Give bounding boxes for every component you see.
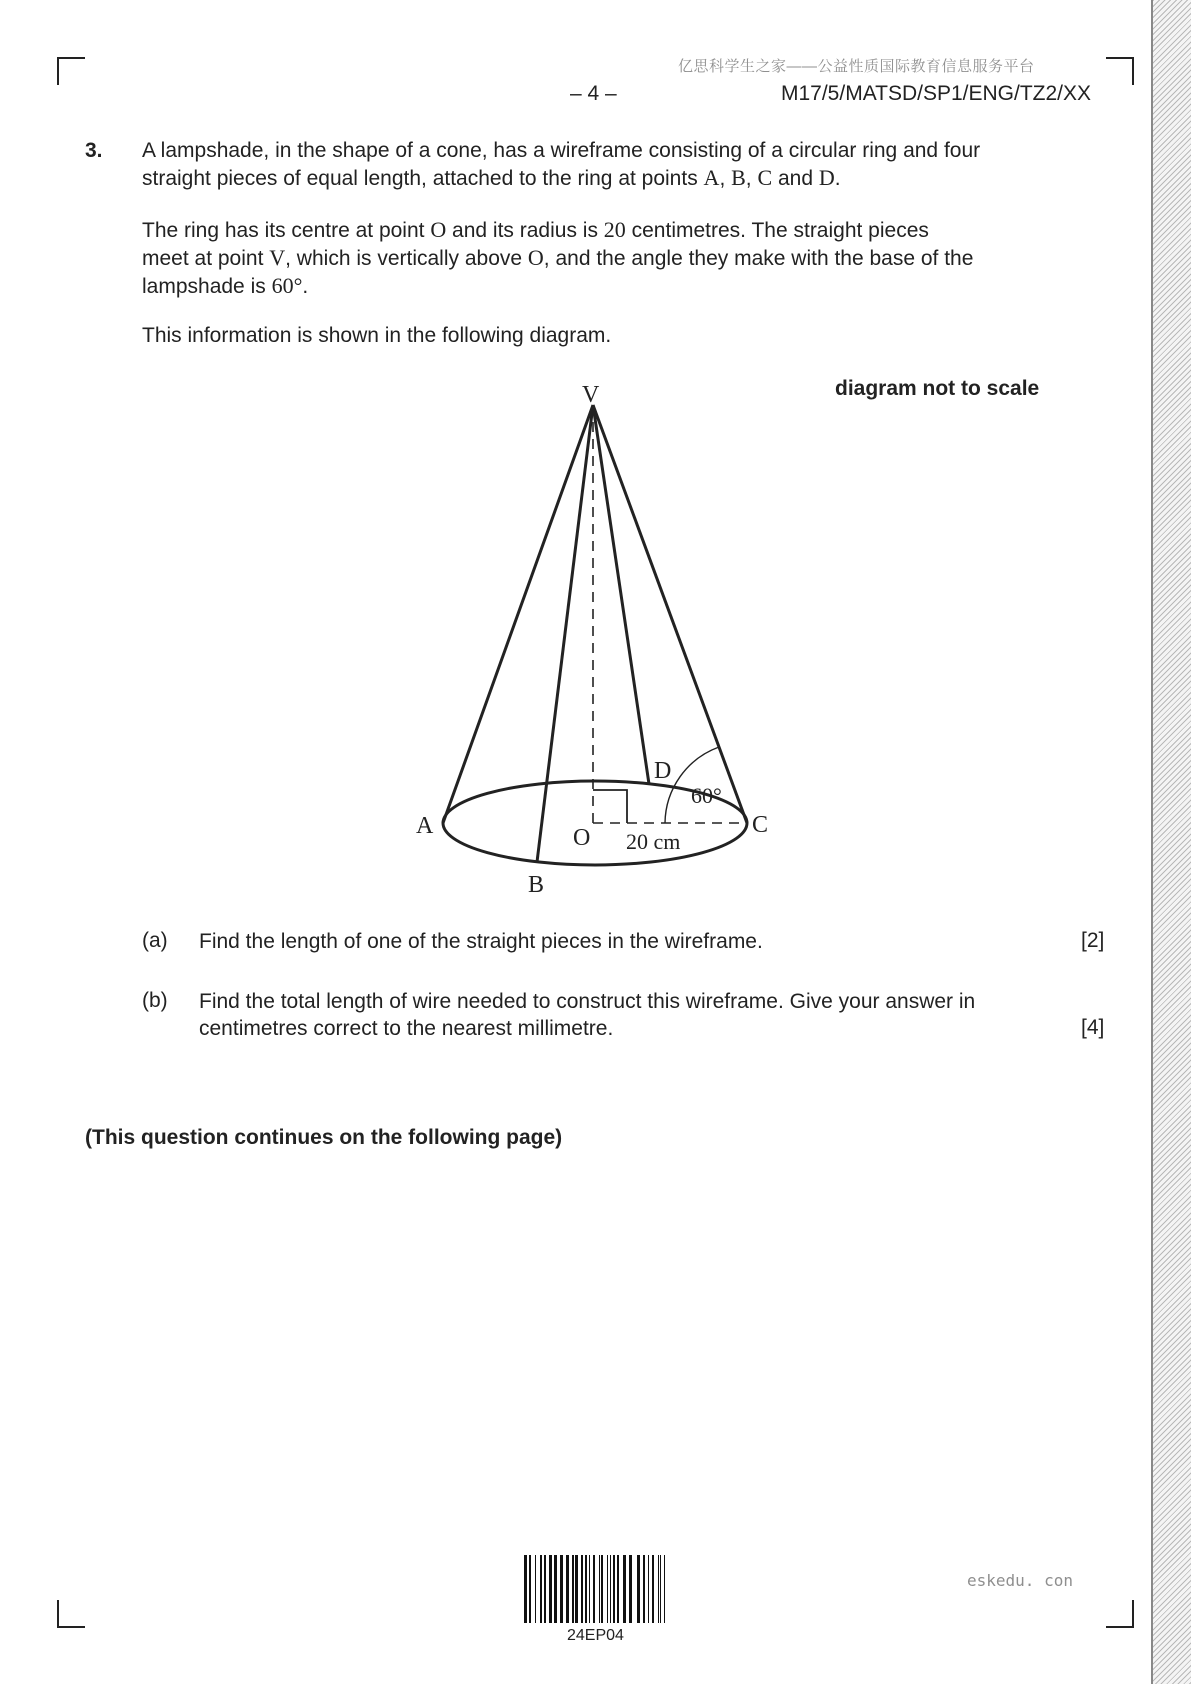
barcode-bar	[593, 1555, 595, 1623]
crop-mark-top-left	[57, 57, 85, 85]
wire-VA	[443, 405, 593, 823]
part-a-label: (a)	[142, 929, 168, 952]
footer-site: eskedu. con	[967, 1571, 1073, 1590]
question-number: 3.	[85, 139, 103, 162]
wire-VB	[537, 405, 593, 862]
barcode-bar	[535, 1555, 536, 1623]
right-angle-marker	[593, 790, 627, 823]
cone-diagram	[400, 370, 800, 900]
barcode-label: 24EP04	[567, 1627, 624, 1644]
barcode-bar	[524, 1555, 527, 1623]
label-D: D	[654, 758, 672, 784]
part-b-text-line1: Find the total length of wire needed to construct this wireframe. Give your answer in	[199, 990, 976, 1013]
question-intro	[142, 137, 1042, 192]
math-symbol: D	[818, 165, 835, 190]
header-watermark: 亿思科学生之家——公益性质国际教育信息服务平台	[678, 58, 1035, 75]
label-V: V	[582, 382, 600, 408]
part-b-label: (b)	[142, 989, 168, 1012]
part-b-text-line2: centimetres correct to the nearest millimetre.	[199, 1017, 614, 1040]
question-diagram-intro: This information is shown in the following diagram.	[142, 324, 612, 347]
label-angle: 60°	[691, 783, 722, 808]
barcode-bar	[529, 1555, 531, 1623]
barcode-bar	[549, 1555, 552, 1623]
barcode-bar	[581, 1555, 583, 1623]
barcode-bar	[648, 1555, 649, 1623]
paragraph-line: meet at point V, which is vertically above O, and the angle they make with the base of the	[142, 245, 974, 270]
part-a-marks: [2]	[1081, 929, 1105, 952]
math-symbol: 20	[603, 217, 626, 242]
math-symbol: V	[269, 245, 286, 270]
barcode-bar	[660, 1555, 661, 1623]
paragraph-line: straight pieces of equal length, attached to the ring at points A, B, C and D.	[142, 165, 841, 190]
barcode-bar	[664, 1555, 665, 1623]
barcode-bar	[652, 1555, 654, 1623]
barcode-bar	[540, 1555, 542, 1623]
barcode-bar	[560, 1555, 563, 1623]
paragraph-line: lampshade is 60°.	[142, 273, 309, 298]
label-C: C	[752, 812, 769, 838]
barcode-bar	[643, 1555, 645, 1623]
barcode-bar	[637, 1555, 640, 1623]
math-symbol: C	[757, 165, 773, 190]
barcode-bar	[575, 1555, 578, 1623]
barcode-bar	[599, 1555, 600, 1623]
math-symbol: B	[731, 165, 746, 190]
part-b-marks: [4]	[1081, 1016, 1105, 1039]
crop-mark-bottom-left	[57, 1600, 85, 1628]
paper-code: M17/5/MATSD/SP1/ENG/TZ2/XX	[781, 82, 1092, 105]
ring-front-arc	[443, 823, 747, 865]
question-ring-info	[142, 216, 1042, 300]
page-edge-strip	[1151, 0, 1191, 1684]
barcode	[522, 1555, 670, 1625]
crop-mark-top-right	[1106, 57, 1134, 85]
barcode-bar	[585, 1555, 587, 1623]
barcode-bar	[544, 1555, 546, 1623]
barcode-bar	[610, 1555, 611, 1623]
part-a-text: Find the length of one of the straight pieces in the wireframe.	[199, 930, 763, 953]
page-number: – 4 –	[570, 82, 617, 105]
barcode-bar	[658, 1555, 659, 1623]
barcode-bar	[566, 1555, 569, 1623]
math-symbol: A	[703, 165, 720, 190]
barcode-bar	[601, 1555, 603, 1623]
crop-mark-bottom-right	[1106, 1600, 1134, 1628]
label-O: O	[573, 825, 591, 851]
barcode-bar	[613, 1555, 615, 1623]
math-symbol: 60°	[271, 273, 303, 298]
continues-note: (This question continues on the following page)	[85, 1126, 563, 1149]
label-radius: 20 cm	[626, 829, 681, 854]
wire-VD	[593, 405, 649, 784]
math-symbol: O	[527, 245, 544, 270]
paragraph-line: A lampshade, in the shape of a cone, has a wireframe consisting of a circular ring and four	[142, 139, 981, 162]
barcode-bar	[629, 1555, 632, 1623]
barcode-bar	[617, 1555, 619, 1623]
label-B: B	[528, 872, 545, 898]
barcode-bar	[623, 1555, 626, 1623]
barcode-bar	[589, 1555, 590, 1623]
barcode-bar	[607, 1555, 608, 1623]
barcode-bar	[554, 1555, 557, 1623]
math-symbol: O	[430, 217, 447, 242]
label-A: A	[416, 813, 434, 839]
diagram-not-to-scale-note: diagram not to scale	[835, 377, 1040, 400]
barcode-bar	[572, 1555, 574, 1623]
paragraph-line: The ring has its centre at point O and its radius is 20 centimetres. The straight pieces	[142, 217, 929, 242]
